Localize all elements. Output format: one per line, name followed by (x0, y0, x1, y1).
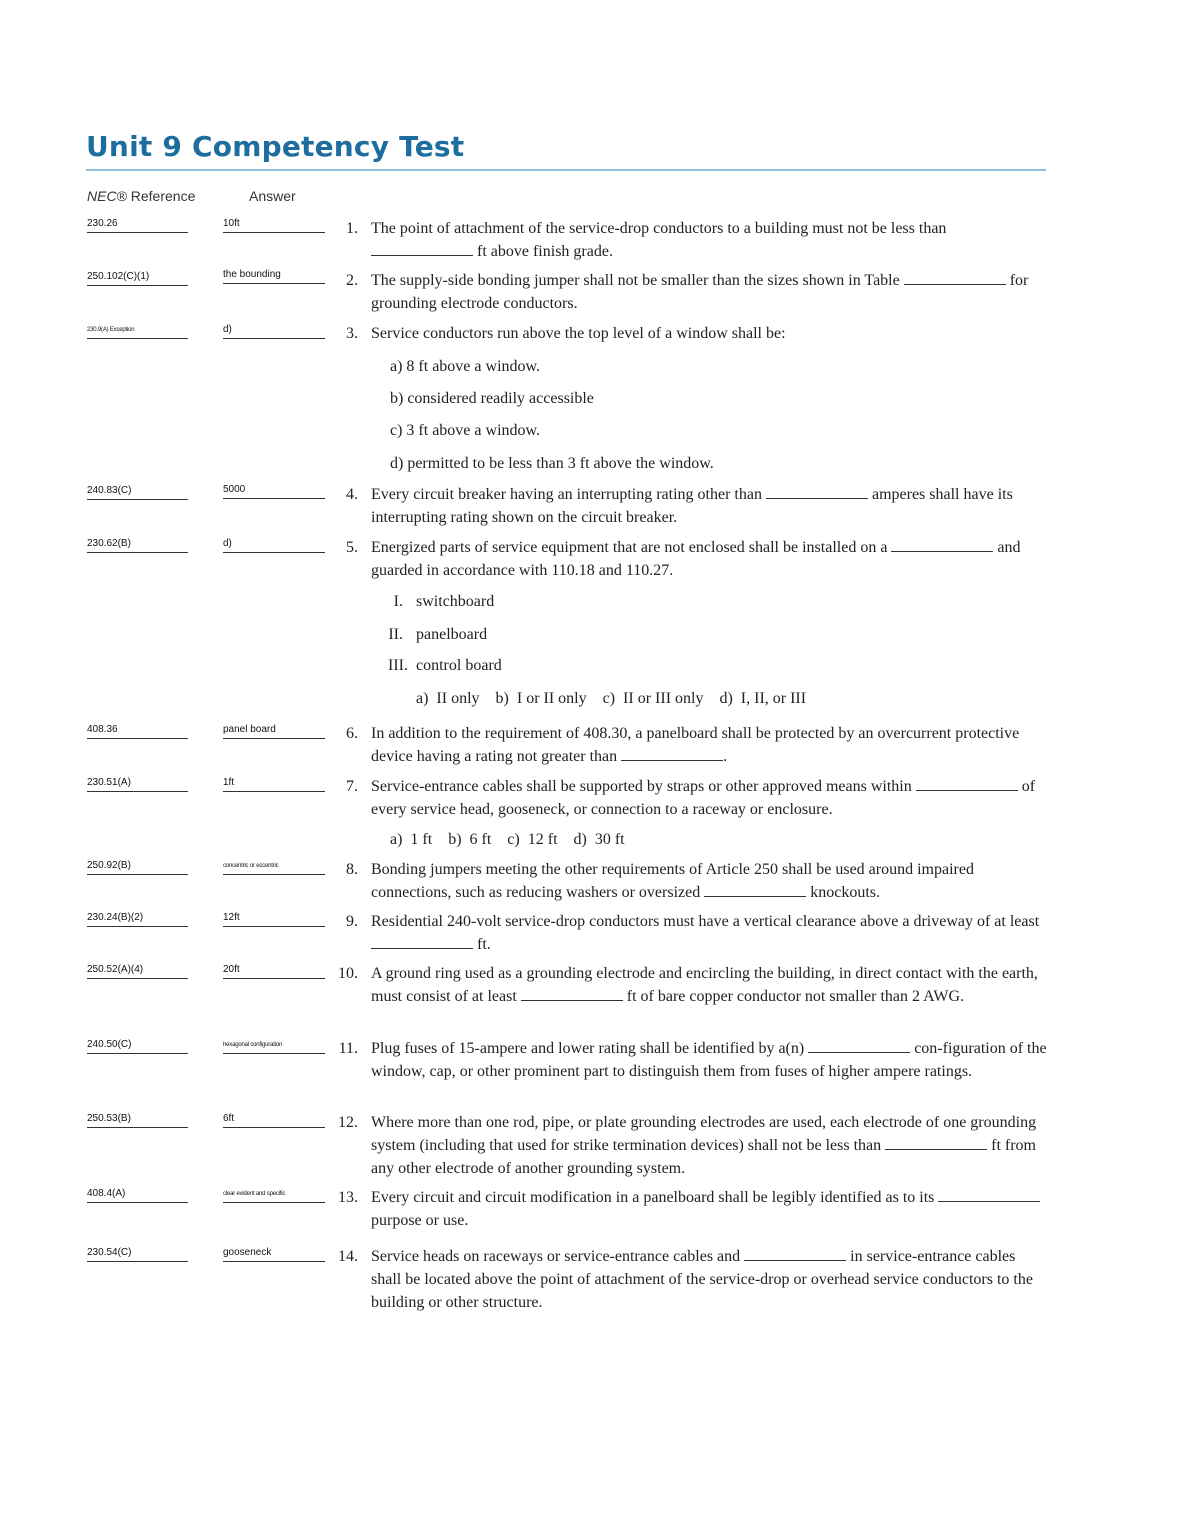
question-text: Service heads on raceways or service-entrance cables and in service-entrance cables shall be located above the point of attachment of the service-drop or overhead service conductors to the building or other structure. (371, 1248, 1033, 1311)
answer-field[interactable]: 1ft (223, 777, 325, 792)
answer-field[interactable]: hexagonal configuration (223, 1039, 325, 1054)
reference-field[interactable]: 250.102(C)(1) (87, 271, 188, 286)
option-d: d) permitted to be less than 3 ft above the window. (390, 455, 714, 472)
fill-in-blank (704, 882, 806, 897)
reference-field[interactable]: 240.83(C) (87, 485, 188, 500)
answer-column-header: Answer (249, 188, 296, 204)
reference-field[interactable]: 250.92(B) (87, 860, 188, 875)
fill-in-blank (891, 537, 993, 552)
answer-field[interactable]: the bounding (223, 269, 325, 284)
answer-field[interactable]: 6ft (223, 1113, 325, 1128)
answer-field[interactable]: 10ft (223, 218, 325, 233)
roman-numeral: I. (393, 593, 403, 610)
answer-field[interactable]: clear evident and specific (223, 1188, 325, 1203)
roman-item: panelboard (416, 626, 488, 643)
fill-in-blank (521, 986, 623, 1001)
fill-in-blank (621, 746, 723, 761)
reference-field[interactable]: 408.36 (87, 724, 188, 739)
reference-label: Reference (126, 188, 196, 204)
question-text: Every circuit and circuit modification in a panelboard shall be legibly identified as to its purpose or use. (371, 1186, 1047, 1232)
fill-in-blank (938, 1187, 1040, 1202)
answer-field[interactable]: 20ft (223, 964, 325, 979)
reference-field[interactable]: 230.26 (87, 218, 188, 233)
question-number: 6. (346, 725, 358, 742)
question-number: 11. (338, 1040, 358, 1057)
reference-field[interactable]: 230.51(A) (87, 777, 188, 792)
fill-in-blank (885, 1135, 987, 1150)
reference-field[interactable]: 240.50(C) (87, 1039, 188, 1054)
question-number: 5. (346, 539, 358, 556)
roman-numeral: III. (388, 657, 408, 674)
option-b: b) considered readily accessible (390, 390, 594, 407)
roman-numeral: II. (388, 626, 403, 643)
question-number: 1. (346, 220, 358, 237)
question-number: 12. (338, 1114, 358, 1131)
nec-label: NEC® (87, 188, 127, 204)
question-number: 4. (346, 486, 358, 503)
answer-field[interactable]: d) (223, 538, 325, 553)
answer-choices: a) II only b) I or II only c) II or III only d) I, II, or III (416, 690, 807, 707)
title-divider (86, 169, 1046, 171)
question-text: Residential 240-volt service-drop conductors must have a vertical clearance above a driveway of at least ft. (371, 913, 1040, 953)
question-text: The supply-side bonding jumper shall not be smaller than the sizes shown in Table for grounding electrode conductors. (371, 272, 1029, 312)
question-text: The point of attachment of the service-drop conductors to a building must not be less than ft above finish grade. (371, 220, 947, 260)
page-title: Unit 9 Competency Test (86, 130, 465, 163)
answer-field[interactable]: concentric or eccentric (223, 860, 325, 875)
fill-in-blank (744, 1246, 846, 1261)
answer-field[interactable]: d) (223, 324, 325, 339)
fill-in-blank (904, 270, 1006, 285)
question-text: Where more than one rod, pipe, or plate grounding electrodes are used, each electrode of one grounding system (including that used for strike termination devices) shall not be less than ft from any other electrode of another grounding system. (371, 1114, 1037, 1177)
question-text: Bonding jumpers meeting the other requirements of Article 250 shall be used around impaired connections, such as reducing washers or oversized knockouts. (371, 861, 974, 901)
reference-field[interactable]: 230.62(B) (87, 538, 188, 553)
answer-choices: a) 1 ft b) 6 ft c) 12 ft d) 30 ft (390, 831, 625, 848)
question-text: Service-entrance cables shall be supported by straps or other approved means within of every service head, gooseneck, or connection to a raceway or enclosure. (371, 778, 1036, 818)
reference-field[interactable]: 230.54(C) (87, 1247, 188, 1262)
roman-item: switchboard (416, 593, 495, 610)
question-number: 7. (346, 778, 358, 795)
fill-in-blank (808, 1038, 910, 1053)
fill-in-blank (371, 241, 473, 256)
question-number: 2. (346, 272, 358, 289)
reference-field[interactable]: 230.24(B)(2) (87, 912, 188, 927)
reference-field[interactable]: 230.9(A) Exception (87, 324, 188, 339)
question-number: 14. (338, 1248, 358, 1265)
fill-in-blank (916, 776, 1018, 791)
question-number: 9. (346, 913, 358, 930)
answer-field[interactable]: 12ft (223, 912, 325, 927)
option-a: a) 8 ft above a window. (390, 358, 541, 375)
question-text: In addition to the requirement of 408.30, a panelboard shall be protected by an overcurrent protective device having a rating not greater than . (371, 725, 1020, 765)
reference-field[interactable]: 408.4(A) (87, 1188, 188, 1203)
question-text: Plug fuses of 15-ampere and lower rating shall be identified by a(n) con-figuration of the window, cap, or other prominent part to distinguish them from fuses of higher ampere ratings. (371, 1040, 1047, 1080)
reference-column-header (87, 188, 195, 204)
question-text: Service conductors run above the top level of a window shall be: (371, 325, 786, 342)
question-text: Every circuit breaker having an interrupting rating other than amperes shall have its interrupting rating shown on the circuit breaker. (371, 486, 1013, 526)
question-text: Energized parts of service equipment that are not enclosed shall be installed on a and guarded in accordance with 110.18 and 110.27. (371, 539, 1021, 579)
question-number: 13. (338, 1189, 358, 1206)
option-c: c) 3 ft above a window. (390, 422, 541, 439)
answer-field[interactable]: gooseneck (223, 1247, 325, 1262)
reference-field[interactable]: 250.53(B) (87, 1113, 188, 1128)
fill-in-blank (766, 484, 868, 499)
answer-field[interactable]: panel board (223, 724, 325, 739)
fill-in-blank (371, 934, 473, 949)
question-number: 3. (346, 325, 358, 342)
question-text: A ground ring used as a grounding electrode and encircling the building, in direct contact with the earth, must consist of at least ft of bare copper conductor not smaller than 2 AWG. (371, 965, 1038, 1005)
question-number: 8. (346, 861, 358, 878)
answer-field[interactable]: 5000 (223, 484, 325, 499)
question-number: 10. (338, 965, 358, 982)
roman-item: control board (416, 657, 502, 674)
reference-field[interactable]: 250.52(A)(4) (87, 964, 188, 979)
